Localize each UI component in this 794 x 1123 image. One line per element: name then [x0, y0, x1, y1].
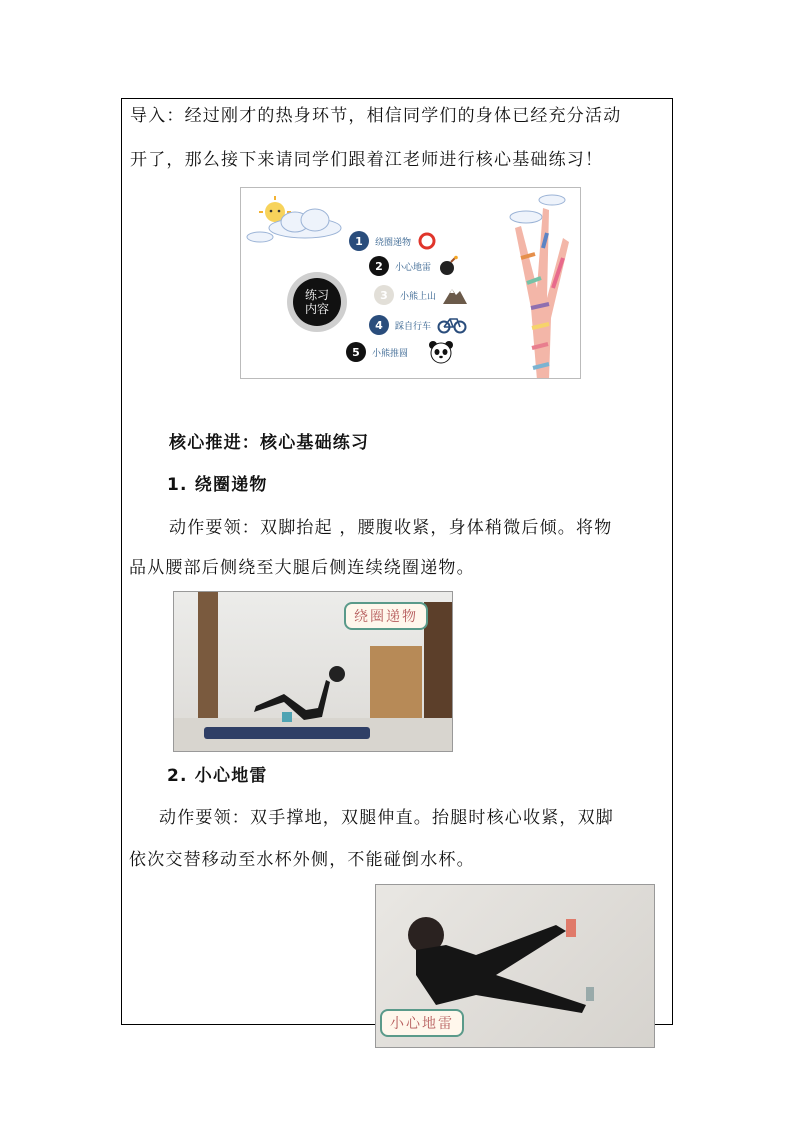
bomb-icon	[437, 255, 459, 277]
panda-icon	[428, 340, 454, 364]
intro-line-2: 开了，那么接下来请同学们跟着江老师进行核心基础练习！	[130, 150, 604, 170]
ring-icon	[417, 231, 437, 251]
intro-line-1: 导入：经过刚才的热身环节，相信同学们的身体已经充分活动	[130, 106, 622, 126]
slide-item-4: 4 踩自行车	[369, 314, 467, 336]
exercise-2-desc-line-2: 依次交替移动至水杯外侧，不能碰倒水杯。	[129, 850, 475, 870]
small-cloud-icon	[245, 228, 275, 244]
bicycle-icon	[437, 316, 467, 334]
slide-item-3: 3 小熊上山	[374, 284, 468, 306]
exercise-1-banner: 绕圈递物	[344, 602, 428, 630]
mountain-icon	[442, 285, 468, 305]
practice-content-badge: 练习 内容	[287, 272, 347, 332]
exercise-1-photo	[173, 591, 453, 752]
exercise-2-title: 2. 小心地雷	[167, 766, 268, 786]
tree-illustration	[507, 188, 573, 379]
slide-item-1: 1 绕圈递物	[349, 230, 437, 252]
cloud-icon	[265, 206, 345, 240]
slide-item-2: 2 小心地雷	[369, 255, 459, 277]
exercise-2-desc-line-1: 动作要领：双手撑地，双腿伸直。抬腿时核心收紧，双脚	[159, 808, 614, 828]
person-sitting-figure	[244, 662, 354, 732]
section-heading: 核心推进：核心基础练习	[169, 433, 370, 453]
practice-content-slide	[240, 187, 581, 379]
exercise-1-desc-line-2: 品从腰部后侧绕至大腿后侧连续绕圈递物。	[129, 558, 475, 578]
exercise-2-photo	[375, 884, 655, 1048]
exercise-2-banner: 小心地雷	[380, 1009, 464, 1037]
exercise-1-title: 1. 绕圈递物	[167, 475, 268, 495]
exercise-1-desc-line-1: 动作要领：双脚抬起 ，腰腹收紧，身体稍微后倾。将物	[169, 518, 613, 538]
slide-item-5: 5 小熊推圆	[346, 341, 454, 363]
